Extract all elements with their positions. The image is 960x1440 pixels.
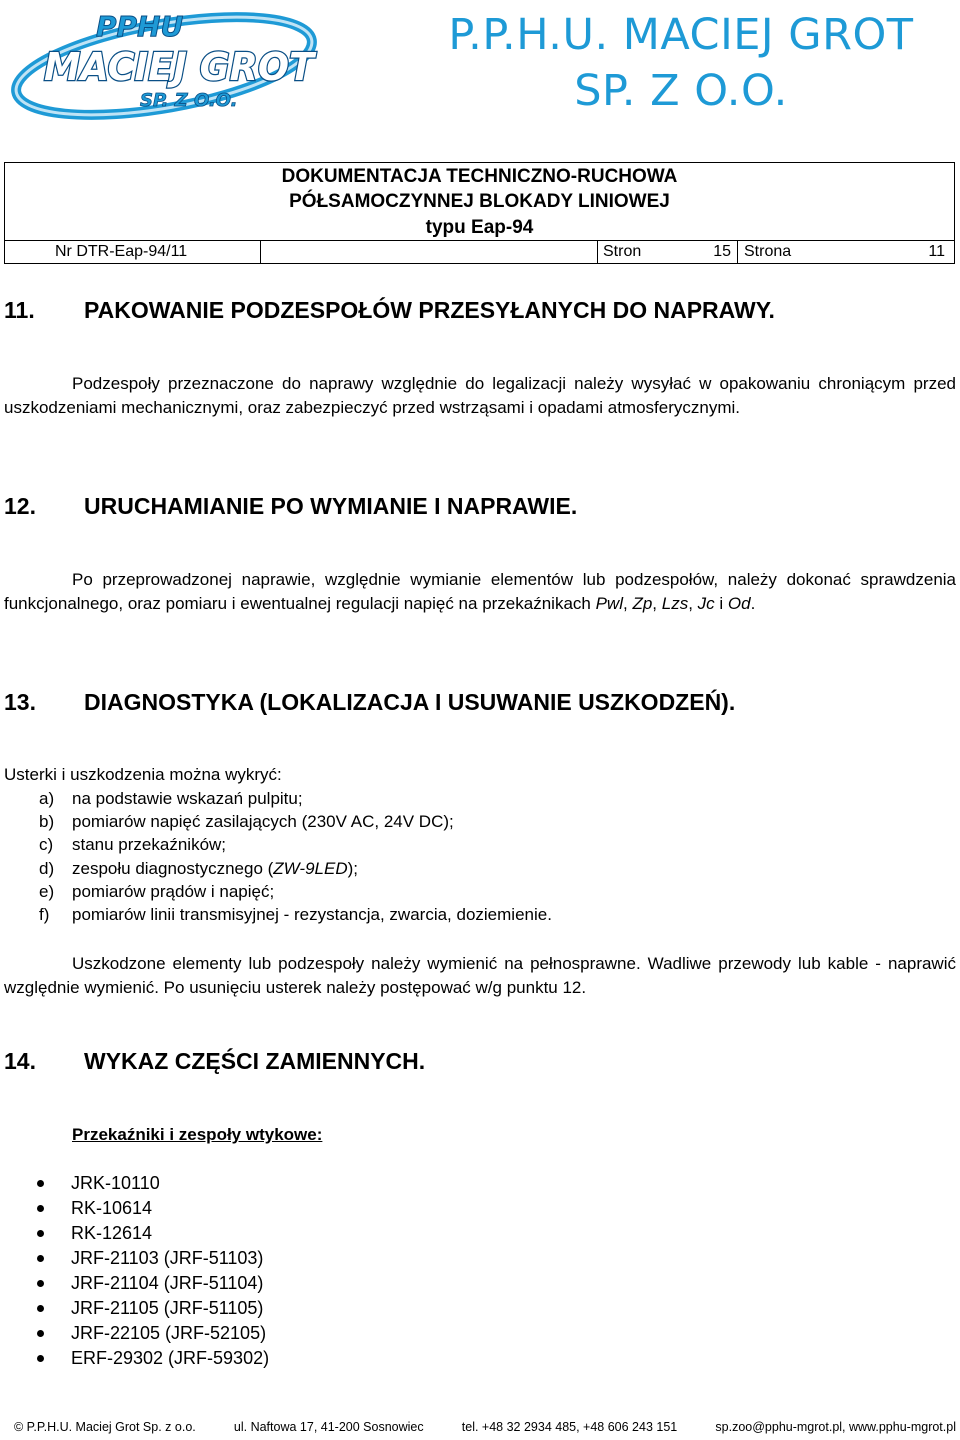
logo-text-pphu: PPHU [96,10,184,43]
bullet-icon [37,1330,44,1337]
footer-phone: tel. +48 32 2934 485, +48 606 243 151 [461,1420,678,1434]
part-code: RK-10614 [71,1198,153,1218]
section-14-heading [4,1047,425,1075]
part-code: RK-12614 [71,1223,153,1243]
parts-subheading: Przekaźniki i zespoły wtykowe: [72,1125,323,1144]
relay-name: Od [727,594,751,613]
bullet-icon [37,1180,44,1187]
relay-name: Jc [697,594,715,613]
list-marker: f) [39,905,50,924]
part-code: JRF-22105 (JRF-52105) [71,1323,267,1343]
diagnostic-list [39,787,939,927]
list-text: pomiarów prądów i napięć; [72,881,275,901]
doc-meta-row [5,240,954,263]
paragraph-text: Po przeprowadzonej naprawie, względnie wymianie elementów lub podzespołów, należy dokonać sprawdzenia funkcjonalnego, oraz pomiaru i ewentualnej regulacji napięć na przekaźnikach [4,570,956,613]
relay-name: Lzs [661,594,689,613]
section-number: 11. [4,297,35,323]
company-name-line1: P.P.H.U. MACIEJ GROT [448,10,914,60]
section-number: 12. [4,493,36,519]
list-marker: b) [39,812,55,832]
company-name-line2: SP. Z O.O. [574,66,788,116]
bullet-icon [37,1255,44,1262]
pages-value: 15 [713,243,731,260]
footer-copyright: © P.P.H.U. Maciej Grot Sp. z o.o. [14,1420,196,1434]
relay-name: Zp [632,594,653,613]
list-text: na podstawie wskazań pulpitu; [72,789,303,808]
doc-title-line1: DOKUMENTACJA TECHNICZNO-RUCHOWA [281,166,678,187]
list-text-part: zespołu diagnostycznego ( [72,858,274,878]
separator: , [652,594,662,613]
doc-title-line2: PÓŁSAMOCZYNNEJ BLOKADY LINIOWEJ [289,191,670,212]
page-value: 11 [928,243,945,260]
section-number: 13. [4,689,36,715]
logo-text-suffix: SP. Z O.O. [140,90,238,111]
list-text: pomiarów napięć zasilających (230V AC, 24V DC); [72,812,454,832]
doc-title-line3: typu Eap-94 [425,217,534,238]
section-title: URUCHAMIANIE PO WYMIANIE I NAPRAWIE. [84,493,578,519]
list-marker: c) [39,835,54,855]
bullet-icon [37,1355,44,1362]
bullet-icon [37,1230,44,1237]
part-code: ERF-29302 (JRF-59302) [71,1348,270,1368]
section-13-intro: Usterki i uszkodzenia można wykryć: [4,765,282,784]
list-text [72,857,358,880]
section-title: WYKAZ CZĘŚCI ZAMIENNYCH. [84,1048,426,1074]
paragraph-text: Uszkodzone elementy lub podzespoły należy wymienić na pełnosprawne. Wadliwe przewody lub kable - naprawić względnie wymienić. Po usunięciu usterek należy postępować w/g punktu 12. [4,954,956,997]
list-marker: d) [39,858,55,878]
logo-text-name: MACIEJ GROT [44,45,317,89]
parts-list [0,1171,600,1376]
section-12-text [4,568,956,616]
bullet-icon [37,1280,44,1287]
part-code: JRK-10110 [71,1173,160,1193]
section-13-heading [4,688,735,716]
page-label: Strona [744,243,792,260]
separator: , [688,594,698,613]
part-code: JRF-21104 (JRF-51104) [71,1273,264,1293]
list-marker: a) [39,789,55,808]
section-title: PAKOWANIE PODZESPOŁÓW PRZESYŁANYCH DO NAPRAWY. [84,297,775,323]
separator: i [714,594,728,613]
doc-meta-empty [261,241,598,263]
section-title: DIAGNOSTYKA (LOKALIZACJA I USUWANIE USZKODZEŃ). [84,689,736,715]
page-footer [14,1420,956,1434]
section-11-heading [4,296,775,324]
company-logo [4,2,334,120]
pages-cell [598,241,738,263]
section-number: 14. [4,1048,36,1074]
bullet-icon [37,1205,44,1212]
document-header [4,162,955,264]
list-text: stanu przekaźników; [72,835,227,855]
page-cell [738,241,953,263]
list-marker: e) [39,881,55,901]
footer-web: sp.zoo@pphu-mgrot.pl, www.pphu-mgrot.pl [715,1420,956,1434]
device-name: ZW-9LED [273,858,348,878]
list-text-part: ); [347,858,358,878]
list-text: pomiarów linii transmisyjnej - rezystancja, zwarcia, doziemienie. [72,905,552,924]
separator: , [623,594,633,613]
doc-number: Nr DTR-Eap-94/11 [5,241,261,263]
section-11-text [4,372,956,420]
paragraph-text: Podzespoły przeznaczone do naprawy względnie do legalizacji należy wysyłać w opakowaniu chroniącym przed uszkodzeniami mechanicznymi, oraz zabezpieczyć przed wstrząsami i opadami atmosferycznymi. [4,374,956,417]
separator: . [750,594,756,613]
section-12-heading [4,492,577,520]
pages-label: Stron [603,243,642,260]
part-code: JRF-21105 (JRF-51105) [71,1298,264,1318]
bullet-icon [37,1305,44,1312]
footer-address: ul. Naftowa 17, 41-200 Sosnowiec [233,1420,424,1434]
part-code: JRF-21103 (JRF-51103) [71,1248,264,1268]
section-13-closing [4,952,956,1000]
relay-name: Pwl [595,594,623,613]
